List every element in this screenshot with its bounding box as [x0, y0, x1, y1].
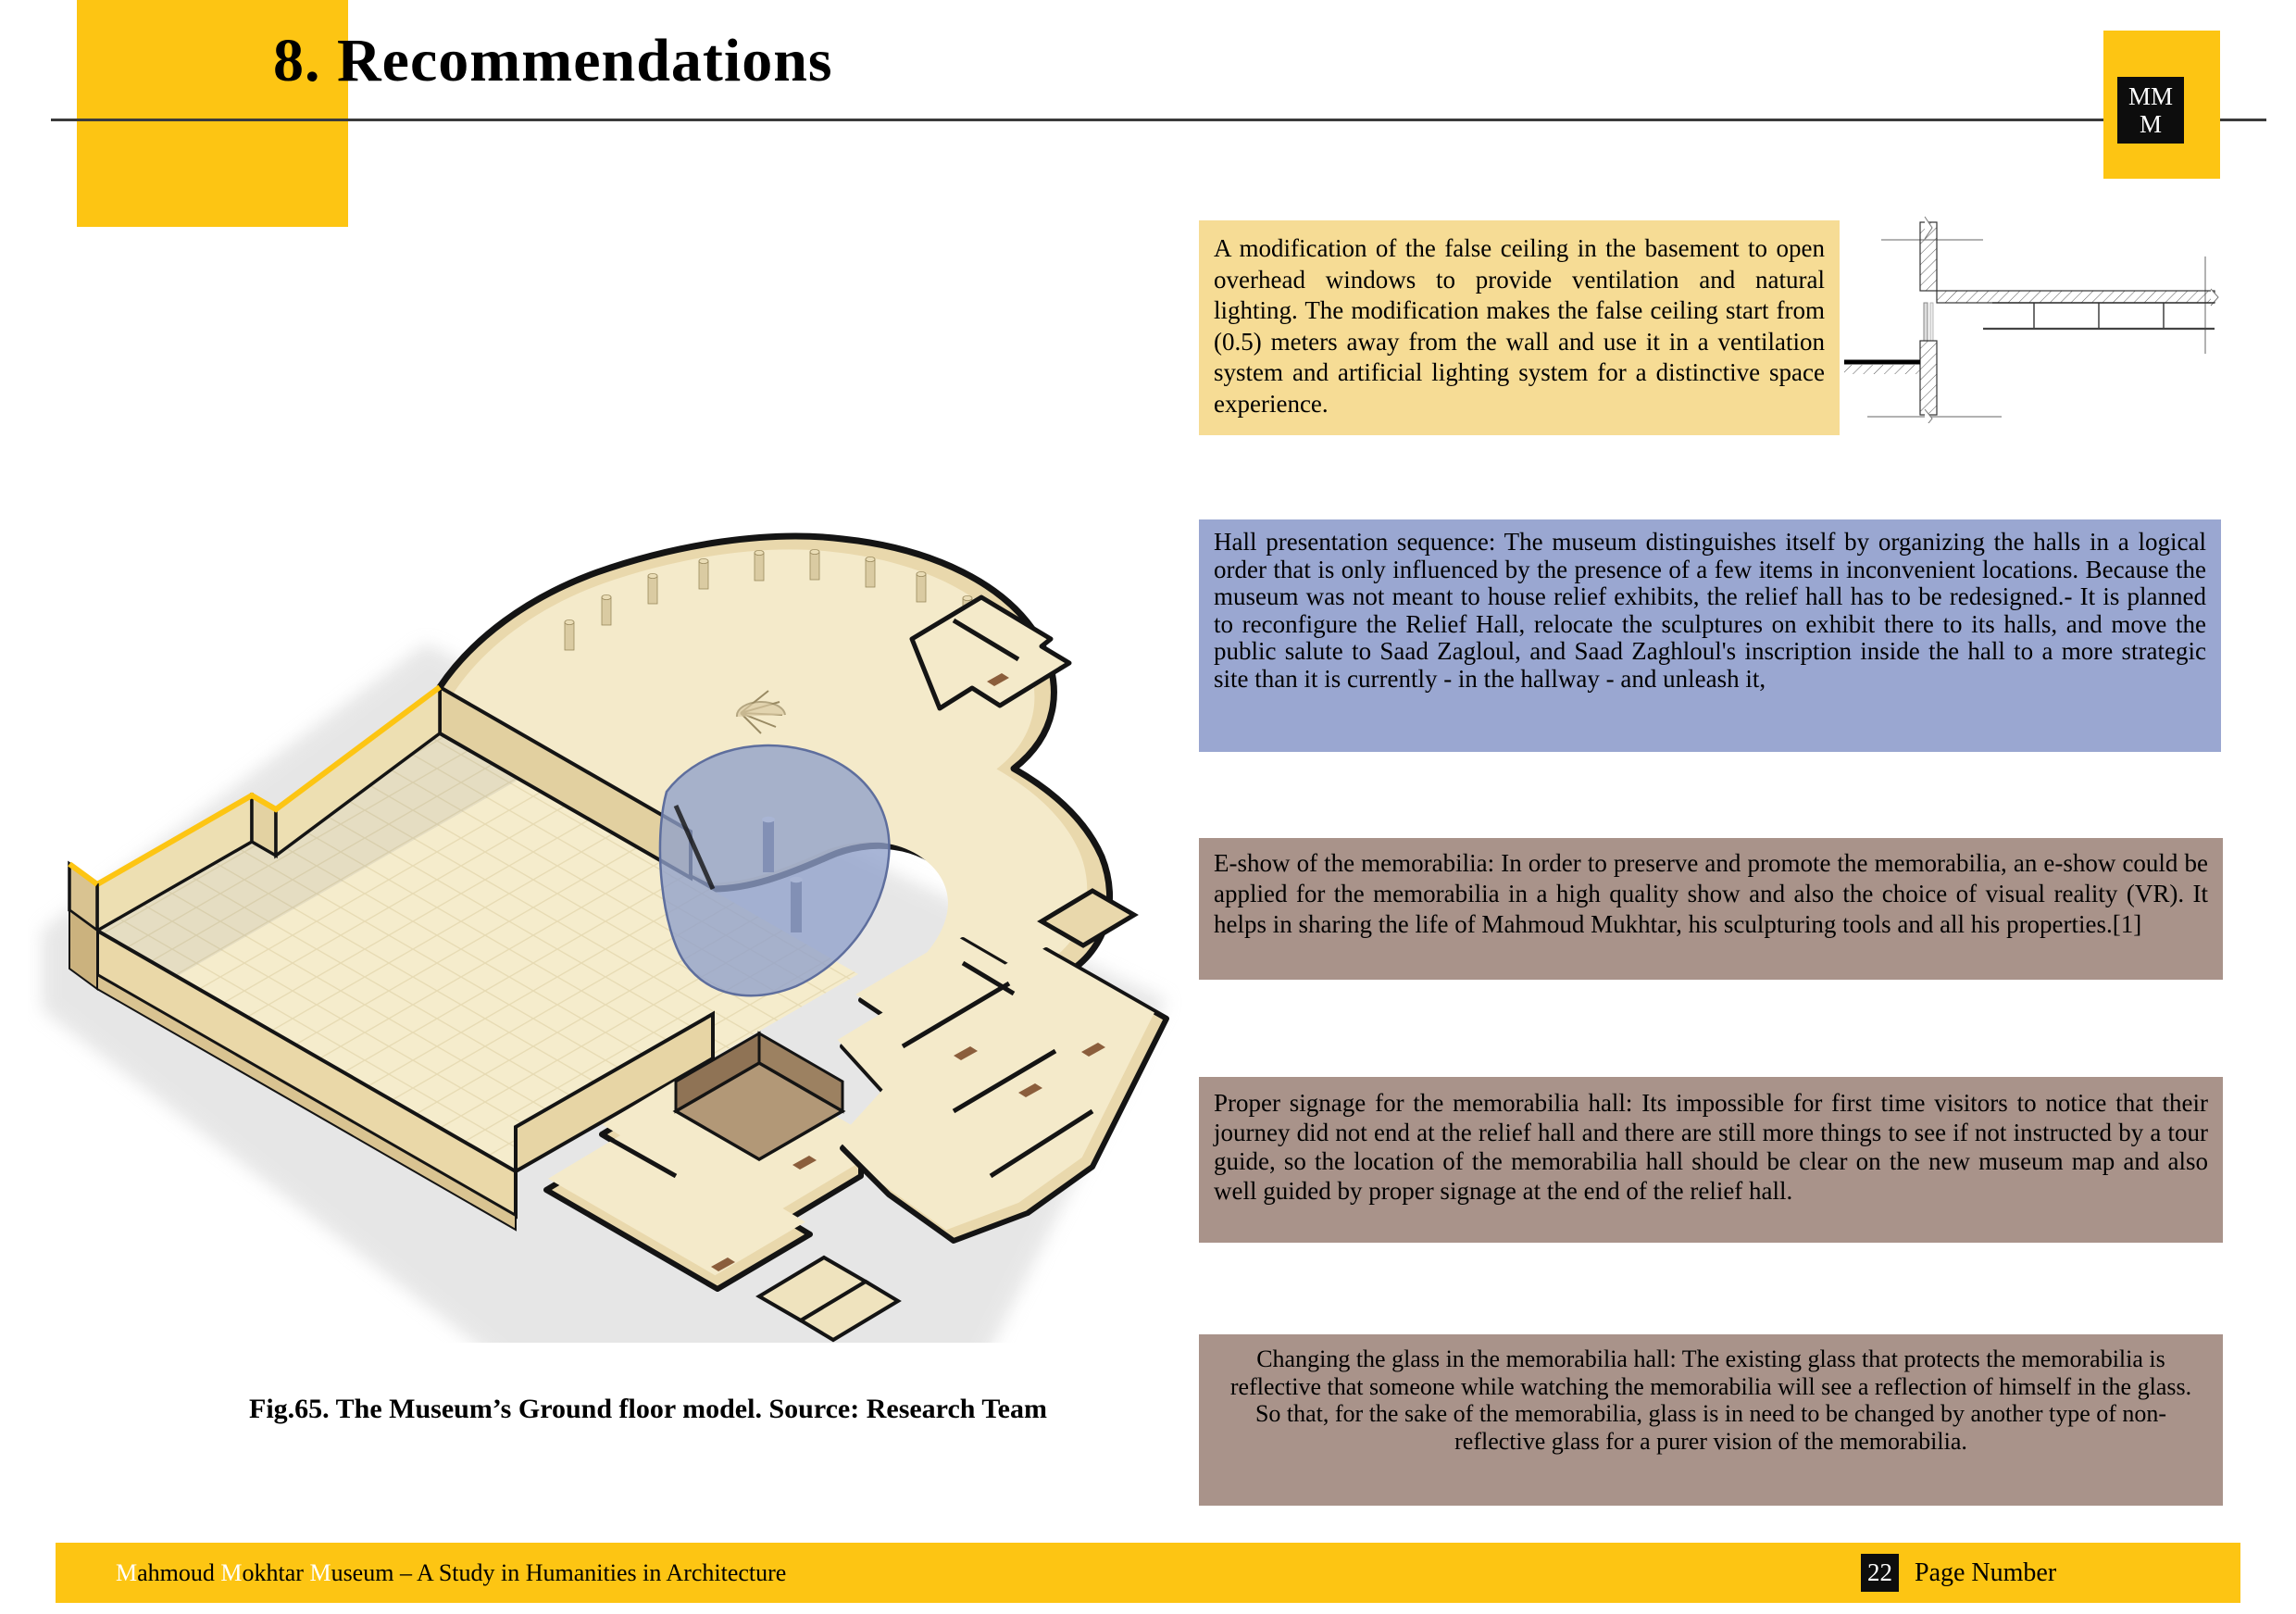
logo-line1: MM [2128, 82, 2173, 110]
footer-bar [56, 1543, 2240, 1603]
footer-initial: M [116, 1558, 138, 1586]
recommendation-box-hall-sequence [1199, 519, 2221, 752]
footer-word: useum – A Study in Humanities in Architecture [331, 1558, 787, 1586]
footer-word: ahmoud [137, 1558, 221, 1586]
recommendation-text: E-show of the memorabilia: In order to preserve and promote the memorabilia, an e-show could be applied for the memorabilia in a high quality show and also the choice of visual reality (VR). It helps in sharing the life of Mahmoud Mukhtar, his sculpturing tools and all his properties.[1] [1214, 849, 2208, 938]
recommendation-box-signage [1199, 1077, 2223, 1243]
footer-title [116, 1543, 786, 1603]
footer-word: okhtar [242, 1558, 310, 1586]
recommendation-box-glass [1199, 1334, 2223, 1506]
logo-line2: M [2139, 110, 2162, 138]
recommendation-box-false-ceiling [1199, 220, 1840, 435]
ground-floor-model-figure [28, 407, 1194, 1343]
page-number-badge: 22 [1861, 1554, 1899, 1592]
page-number-label: Page Number [1915, 1558, 2057, 1587]
recommendation-text: Changing the glass in the memorabilia hall: The existing glass that protects the memorabilia is reflective that someone while watching the memorabilia will see a reflection of himself in the glass. So that, for the sake of the memorabilia, glass is in need to be changed by another type of non-reflective glass for a purer vision of the memorabilia. [1229, 1345, 2192, 1455]
recommendation-text: A modification of the false ceiling in the basement to open overhead windows to provide ventilation and natural lighting. The modification makes the false ceiling start from (0.5) meters away from the wall and use it in a ventilation system and artificial lighting system for a distinctive space experience. [1214, 234, 1825, 418]
museum-logo [2103, 31, 2220, 179]
recommendation-text: Hall presentation sequence: The museum distinguishes itself by organizing the halls in a logical order that is only influenced by the presence of a few items in inconvenient locations. Because the museum was not meant to house relief exhibits, the relief hall has to be redesigned.- It is planned to reconfigure the Relief Hall, relocate the sculptures on exhibit there to its halls, and move the public salute to Saad Zagloul, and Saad Zaghloul's inscription inside the hall to a more strategic site than it is currently - in the hallway - and unleash it, [1214, 528, 2206, 693]
ceiling-detail-drawing [1844, 215, 2226, 423]
page-title: 8. Recommendations [273, 27, 833, 94]
footer-initial: M [309, 1558, 331, 1586]
recommendation-box-e-show [1199, 838, 2223, 980]
recommendation-text: Proper signage for the memorabilia hall: Its impossible for first time visitors to notice that their journey did not end at the relief hall and there are still more things to see if not instructed by a tour guide, so the location of the memorabilia hall should be clear on the new museum map and also well guided by proper signage at the end of the relief hall. [1214, 1089, 2208, 1205]
museum-logo-monogram [2117, 77, 2184, 144]
figure-caption: Fig.65. The Museum’s Ground floor model. Source: Research Team [249, 1394, 1047, 1424]
footer-initial: M [220, 1558, 243, 1586]
header-divider-line [51, 119, 2266, 121]
